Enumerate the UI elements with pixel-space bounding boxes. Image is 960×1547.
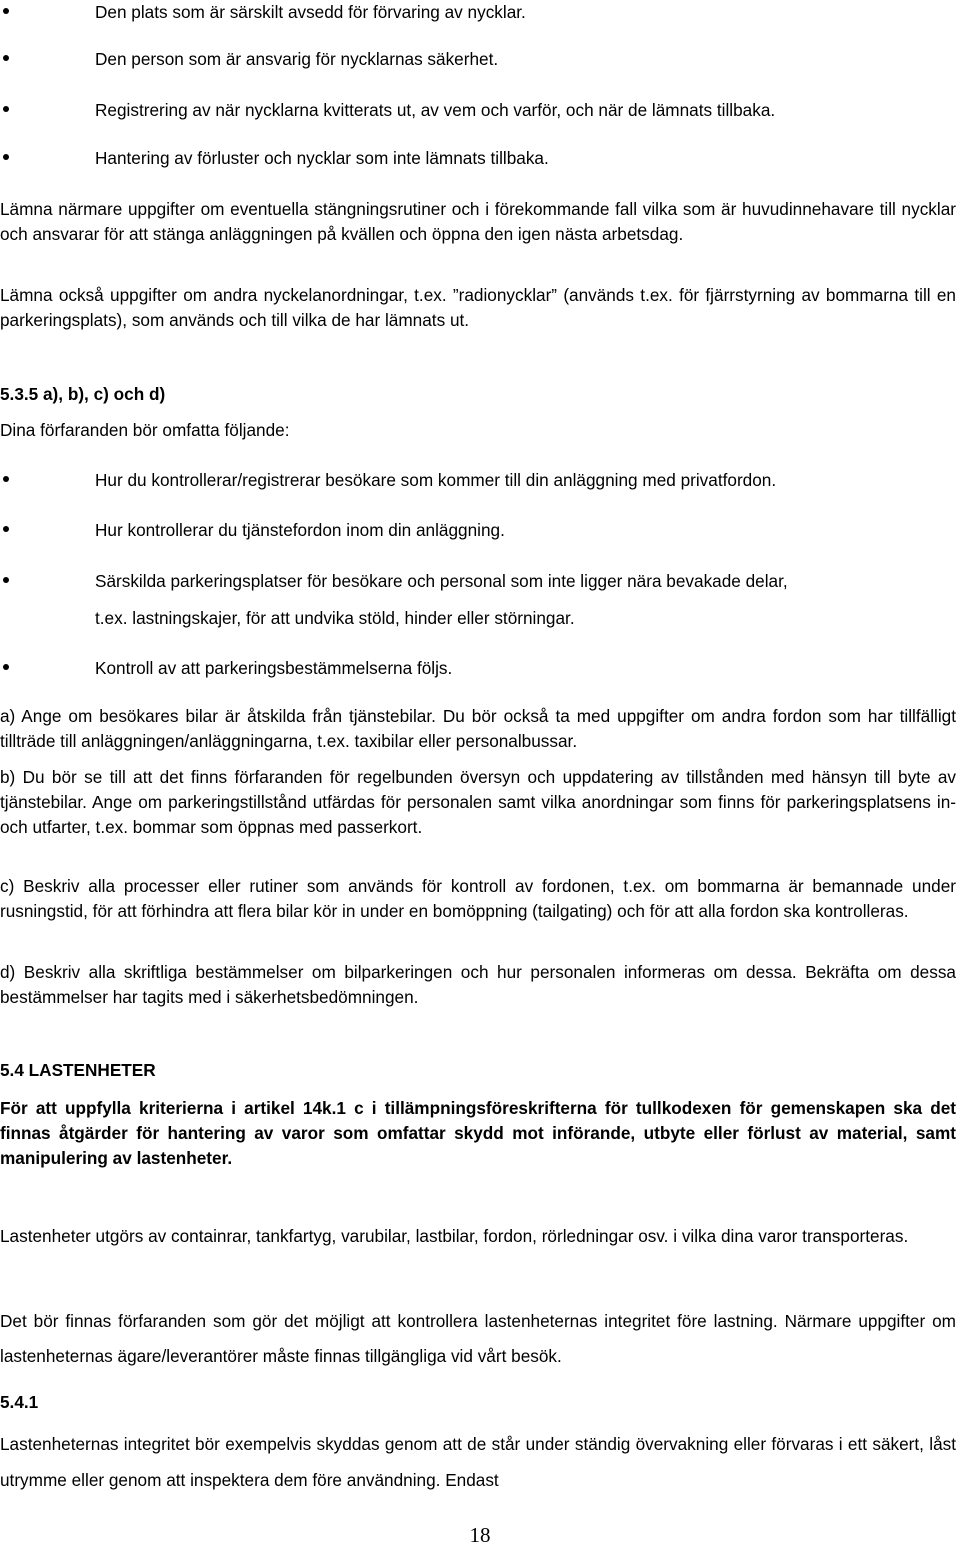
paragraph-a: a) Ange om besökares bilar är åtskilda från tjänstebilar. Du bör också ta med uppgifter om andra fordon som har tillfälligt tillträde till anläggningen/anläggningarna, t.ex. taxibilar eller personalbussar. [0, 706, 956, 751]
paragraph-load-units: Lastenheter utgörs av containrar, tankfartyg, varubilar, lastbilar, fordon, rörledningar osv. i vilka dina varor transporteras. [0, 1226, 909, 1246]
list-item [0, 518, 960, 542]
paragraph-d: d) Beskriv alla skriftliga bestämmelser om bilparkeringen och hur personalen informeras om dessa. Bekräfta om dessa bestämmelser har tagits med i säkerhetsbedömningen. [0, 962, 956, 1007]
list-item-continuation [0, 606, 960, 630]
bullet-icon [3, 55, 9, 61]
paragraph-c: c) Beskriv alla processer eller rutiner som används för kontroll av fordonen, t.ex. om bommarna är bemannade under rusningstid, för att förhindra att flera bilar kör in under en bomöppning (tailgating) och för att alla fordon ska kontrolleras. [0, 876, 956, 921]
list-item-text: Hur du kontrollerar/registrerar besökare som kommer till din anläggning med privatfordon. [95, 470, 777, 490]
list-item [0, 569, 960, 593]
list-item-text: Hantering av förluster och nycklar som inte lämnats tillbaka. [95, 148, 549, 168]
list-item-text: Hur kontrollerar du tjänstefordon inom din anläggning. [95, 520, 505, 540]
bullet-icon [3, 476, 9, 482]
list-item-text: t.ex. lastningskajer, för att undvika stöld, hinder eller störningar. [95, 608, 575, 628]
list-item [0, 98, 960, 122]
list-item [0, 468, 960, 492]
criteria-statement: För att uppfylla kriterierna i artikel 14k.1 c i tillämpningsföreskrifterna för tullkodexen för gemenskapen ska det finnas åtgärder för hantering av varor som omfattar skydd mot införande, utbyte eller förlust av material, samt manipulering av lastenheter. [0, 1098, 956, 1168]
paragraph-closing-routines: Lämna närmare uppgifter om eventuella stängningsrutiner och i förekommande fall vilka som är huvudinnehavare till nycklar och ansvarar för att stänga anläggningen på kvällen och öppna den igen nästa arbetsdag. [0, 199, 956, 244]
bullet-icon [3, 154, 9, 160]
paragraph-procedures: Det bör finnas förfaranden som gör det möjligt att kontrollera lastenheternas integritet före lastning. Närmare uppgifter om lastenheternas ägare/leverantörer måste finnas tillgängliga vid vårt besök. [0, 1311, 956, 1366]
bullet-icon [3, 526, 9, 532]
list-item-text: Den person som är ansvarig för nycklarnas säkerhet. [95, 49, 499, 69]
section-heading-5-3-5: 5.3.5 a), b), c) och d) [0, 384, 166, 404]
bullet-icon [3, 577, 9, 583]
section-heading-5-4-1: 5.4.1 [0, 1392, 39, 1412]
list-item-text: Kontroll av att parkeringsbestämmelserna följs. [95, 658, 453, 678]
page-number: 18 [469, 1523, 491, 1547]
list-item-text: Den plats som är särskilt avsedd för förvaring av nycklar. [95, 2, 526, 22]
list-item-text: Särskilda parkeringsplatser för besökare och personal som inte ligger nära bevakade delar, [95, 571, 788, 591]
section-heading-5-4: 5.4 LASTENHETER [0, 1060, 156, 1080]
list-item [0, 0, 960, 24]
list-item [0, 47, 960, 71]
bullet-icon [3, 8, 9, 14]
section-intro: Dina förfaranden bör omfatta följande: [0, 420, 290, 440]
paragraph-b: b) Du bör se till att det finns förfaranden för regelbunden översyn och uppdatering av tillstånden med hänsyn till byte av tjänstebilar. Ange om parkeringstillstånd utfärdas för personalen samt vilka anordningar som finns för parkeringsplatsens in- och utfarter, t.ex. bommar som öppnas med passerkort. [0, 767, 956, 837]
list-item-text: Registrering av när nycklarna kvitterats ut, av vem och varför, och när de lämnats tillbaka. [95, 100, 776, 120]
list-item [0, 146, 960, 170]
paragraph-other-key-devices: Lämna också uppgifter om andra nyckelanordningar, t.ex. ”radionycklar” (används t.ex. för fjärrstyrning av bommarna till en parkeringsplats), som används och till vilka de har lämnats ut. [0, 285, 956, 330]
bullet-icon [3, 106, 9, 112]
list-item [0, 656, 960, 680]
paragraph-integrity: Lastenheternas integritet bör exempelvis skyddas genom att de står under ständig övervakning eller förvaras i ett säkert, låst utrymme eller genom att inspektera dem före användning. Endast [0, 1434, 956, 1490]
bullet-icon [3, 664, 9, 670]
